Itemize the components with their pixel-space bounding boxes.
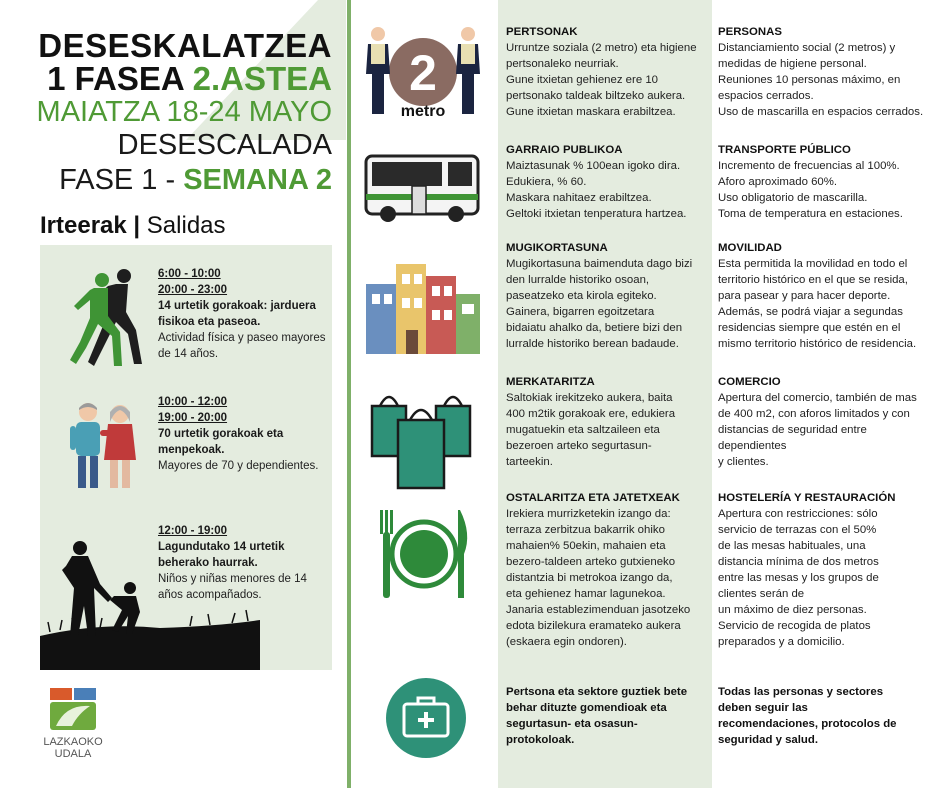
section-text: Gune itxietan maskara erabiltzea. xyxy=(506,106,676,118)
section-text: bidaiatu ahalko da, betiere bizi den xyxy=(506,322,683,334)
slot-description-eu: 70 urtetik gorakoak eta menpekoak. xyxy=(158,428,284,456)
section-text: Gainera, bigarren egoitzetara xyxy=(506,306,655,318)
section-heading: MUGIKORTASUNA xyxy=(506,242,608,254)
closing-text: protokoloak. xyxy=(506,734,575,746)
section-text: Incremento de frecuencias al 100%. xyxy=(718,160,900,172)
section-heading: GARRAIO PUBLIKOA xyxy=(506,144,623,156)
left-panel xyxy=(0,0,346,788)
section-text: Janaria establezimenduan jasotzeko xyxy=(506,604,691,616)
svg-text:metro: metro xyxy=(400,103,446,120)
section-text: paseatzeko eta kirola egiteko. xyxy=(506,290,657,302)
runners-icon xyxy=(64,266,146,370)
section-text: Reuniones 10 personas máximo, en xyxy=(718,74,901,86)
slot-description-eu: 14 urtetik gorakoak: jarduera fisikoa eta paseoa. xyxy=(158,300,316,328)
title-line-2: 1 FASEA 2.ASTEA xyxy=(47,60,332,97)
section-text: tarteekin. xyxy=(506,456,553,468)
section-5 xyxy=(718,490,932,650)
houses-icon xyxy=(362,254,484,358)
section-text: de 400 m2, con aforos limitados y con xyxy=(718,408,910,420)
section-3 xyxy=(718,240,932,352)
slot-description-es: Actividad física y paseo mayores de 14 años. xyxy=(158,332,326,360)
outing-slot-3 xyxy=(158,523,328,603)
section-heading: PERTSONAK xyxy=(506,26,578,38)
section-text: Mugikortasuna baimenduta dago bizi xyxy=(506,258,693,270)
section-text: Además, se podrá viajar a segundas xyxy=(718,306,903,318)
section-text: Maiztasunak % 100ean igoko dira. xyxy=(506,160,681,172)
section-text: entre las mesas y los grupos de xyxy=(718,572,879,584)
title-line-5: FASE 1 - SEMANA 2 xyxy=(59,164,332,196)
section-text: un máximo de diez personas. xyxy=(718,604,867,616)
section-text: distancia mínima de dos metros xyxy=(718,556,879,568)
section-heading: PERSONAS xyxy=(718,26,782,38)
section-text: bezeroen arteko segurtasun- xyxy=(506,440,652,452)
section-text: Saltokiak irekitzeko aukera, baita xyxy=(506,392,673,404)
plate-cutlery-icon xyxy=(374,504,474,604)
slot-time: 10:00 - 12:00 xyxy=(158,396,228,408)
title-line-4: DESESCALADA xyxy=(117,129,332,161)
section-text: pertsonaleko neurriak. xyxy=(506,58,619,70)
section-heading: MERKATARITZA xyxy=(506,376,595,388)
closing-text: behar dituzte gomendioak eta xyxy=(506,702,667,714)
section-heading: MOVILIDAD xyxy=(718,242,782,254)
outing-slot-1 xyxy=(158,266,328,362)
section-text: Irekiera murrizketekin izango da: xyxy=(506,508,671,520)
title-line-1: DESESKALATZEA xyxy=(38,27,332,64)
section-text: Edukiera, % 60. xyxy=(506,176,587,188)
outing-slot-2 xyxy=(158,394,328,474)
section-3 xyxy=(506,240,706,352)
section-text: mahaien% 50ekin, mahaien eta xyxy=(506,540,666,552)
section-text: preparados y a domicilio. xyxy=(718,636,845,648)
section-text: dependientes xyxy=(718,440,787,452)
section-text: 400 m2tik gorakoak ere, edukiera xyxy=(506,408,676,420)
section-text: Urruntze soziala (2 metro) eta higiene xyxy=(506,42,697,54)
section-heading: TRANSPORTE PÚBLICO xyxy=(718,144,851,156)
slot-time: 6:00 - 10:00 xyxy=(158,268,221,280)
elderly-couple-icon xyxy=(66,400,142,492)
section-6 xyxy=(506,684,706,748)
svg-text:2: 2 xyxy=(409,45,437,101)
section-text: Gune itxietan gehienez ere 10 xyxy=(506,74,658,86)
section-heading: HOSTELERÍA Y RESTAURACIÓN xyxy=(718,492,896,504)
section-heading: COMERCIO xyxy=(718,376,781,388)
section-text: medidas de higiene personal. xyxy=(718,58,867,70)
section-text: distantzia bi metrokoa izango da, xyxy=(506,572,673,584)
slot-description-es: Mayores de 70 y dependientes. xyxy=(158,460,319,472)
closing-text: recomendaciones, protocolos de xyxy=(718,718,897,730)
shopping-bags-icon xyxy=(366,384,478,494)
section-text: Distanciamiento social (2 metros) y xyxy=(718,42,896,54)
title-semana-accent: SEMANA 2 xyxy=(183,164,332,196)
section-text: Uso de mascarilla en espacios cerrados. xyxy=(718,106,924,118)
section-text: de las mesas habituales, una xyxy=(718,540,866,552)
title-week-accent: 2.ASTEA xyxy=(192,60,332,97)
slot-time: 19:00 - 20:00 xyxy=(158,412,228,424)
section-text: mugatuekin eta saltzaileen eta xyxy=(506,424,660,436)
section-text: territorio histórico en el que se resida, xyxy=(718,274,908,286)
slot-time: 12:00 - 19:00 xyxy=(158,525,228,537)
section-text: Toma de temperatura en estaciones. xyxy=(718,208,903,220)
section-text: den lurralde historiko osoan, xyxy=(506,274,650,286)
section-4 xyxy=(506,374,706,470)
title-dates: MAIATZA 18-24 MAYO xyxy=(36,96,332,128)
section-text: edota bizilekura eramateko aukera xyxy=(506,620,681,632)
section-text: Servicio de recogida de platos xyxy=(718,620,871,632)
section-text: servicio de terrazas con el 50% xyxy=(718,524,877,536)
section-2 xyxy=(718,142,932,222)
section-text: eta gehienez hamar lagunekoa. xyxy=(506,588,666,600)
section-heading: OSTALARITZA ETA JATETXEAK xyxy=(506,492,680,504)
closing-text: Pertsona eta sektore guztiek bete xyxy=(506,686,688,698)
section-1 xyxy=(718,24,932,120)
social-distance-icon xyxy=(364,16,482,124)
section-text: mismo territorio histórico de residencia. xyxy=(718,338,917,350)
section-text: lurralde historiko berean badaude. xyxy=(506,338,679,350)
first-aid-kit-icon xyxy=(386,678,466,758)
outings-heading: Irteerak | Salidas xyxy=(40,212,226,239)
section-2 xyxy=(506,142,706,222)
section-1 xyxy=(506,24,706,120)
section-5 xyxy=(506,490,706,650)
slot-description-es: Niños y niñas menores de 14 años acompañados. xyxy=(158,573,307,601)
section-text: clientes serán de xyxy=(718,588,805,600)
section-text: residencias siempre que estén en el xyxy=(718,322,901,334)
section-text: pertsonako taldeak biltzeko aukera. xyxy=(506,90,686,102)
section-text: para pasear y para hacer deporte. xyxy=(718,290,891,302)
section-text: distancias de seguridad entre xyxy=(718,424,867,436)
section-text: Apertura con restricciones: sólo xyxy=(718,508,878,520)
closing-text: seguridad y salud. xyxy=(718,734,819,746)
municipality-name: LAZKAOKO UDALA xyxy=(43,736,103,760)
section-text: Geltoki itxietan tenperatura hartzea. xyxy=(506,208,687,220)
section-text: Uso obligatorio de mascarilla. xyxy=(718,192,868,204)
section-text: bezero-taldeen arteko gutxieneko xyxy=(506,556,676,568)
column-divider xyxy=(347,0,351,788)
section-4 xyxy=(718,374,932,470)
section-text: Aforo aproximado 60%. xyxy=(718,176,838,188)
closing-text: deben seguir las xyxy=(718,702,808,714)
slot-time: 20:00 - 23:00 xyxy=(158,284,228,296)
section-text: y clientes. xyxy=(718,456,769,468)
section-text: Maskara nahitaez erabiltzea. xyxy=(506,192,652,204)
bus-icon xyxy=(362,146,482,226)
section-text: espacios cerrados. xyxy=(718,90,814,102)
municipality-logo-icon xyxy=(48,686,98,732)
closing-text: Todas las personas y sectores xyxy=(718,686,884,698)
section-text: terraza zerbitzua bakarrik ohiko xyxy=(506,524,665,536)
section-text: (eskaera egin ondoren). xyxy=(506,636,627,648)
section-text: Esta permitida la movilidad en todo el xyxy=(718,258,908,270)
section-text: Apertura del comercio, también de mas xyxy=(718,392,917,404)
slot-description-eu: Lagundutako 14 urtetik beherako haurrak. xyxy=(158,541,285,569)
section-6 xyxy=(718,684,932,748)
closing-text: segurtasun- eta osasun- xyxy=(506,718,638,730)
